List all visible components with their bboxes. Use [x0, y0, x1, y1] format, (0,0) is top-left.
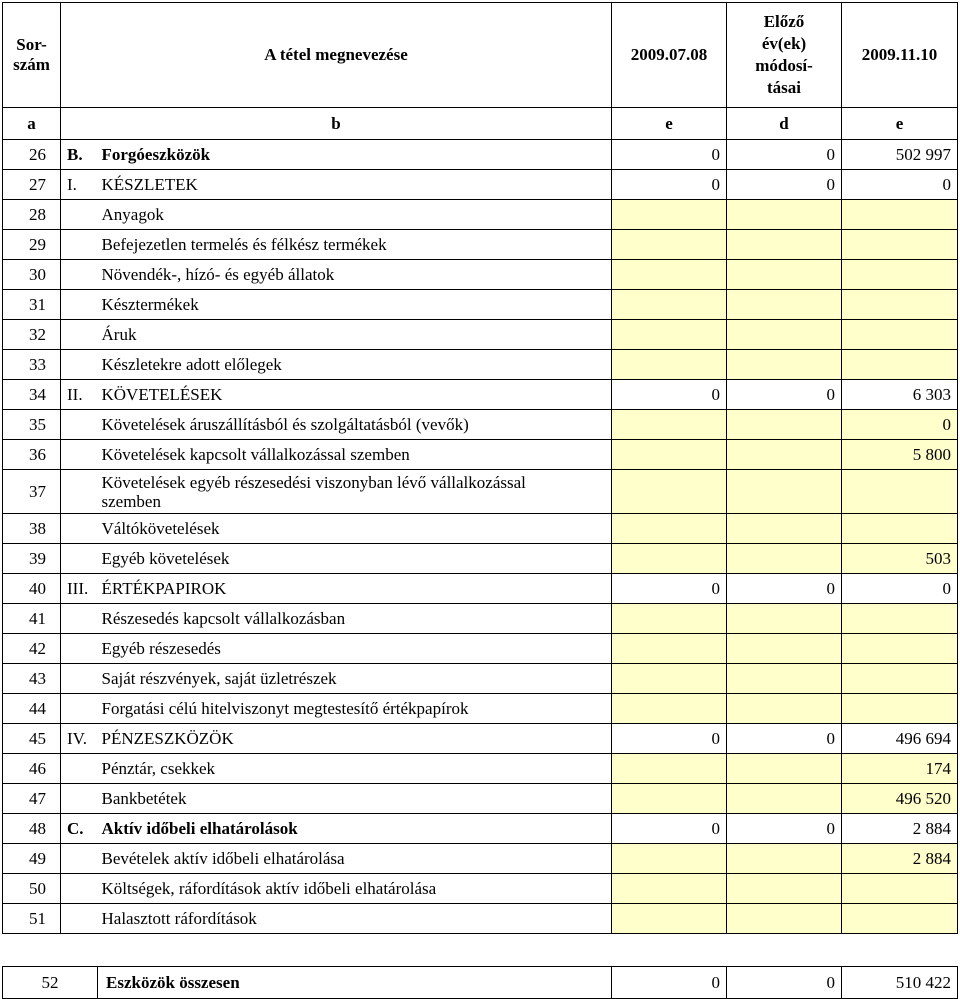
value-cell-date1[interactable]: [612, 230, 727, 260]
letter-d: d: [727, 108, 842, 140]
value-cell-modification[interactable]: [727, 410, 842, 440]
value-cell-date2[interactable]: [842, 604, 958, 634]
row-number: 49: [3, 844, 61, 874]
table-row: [3, 380, 958, 410]
row-item-name: Követelések egyéb részesedési viszonyban lévő vállalkozással szemben: [98, 470, 612, 514]
table-row: [3, 200, 958, 230]
table-row: [3, 350, 958, 380]
row-item-name: Pénztár, csekkek: [98, 754, 612, 784]
value-cell-modification[interactable]: [727, 230, 842, 260]
value-cell-modification: 0: [727, 170, 842, 200]
row-section-code: [61, 844, 98, 874]
value-cell-date1[interactable]: [612, 470, 727, 514]
row-section-code: I.: [61, 170, 98, 200]
table-row: [3, 634, 958, 664]
value-cell-date1[interactable]: [612, 634, 727, 664]
table-row: [3, 410, 958, 440]
value-cell-date1[interactable]: [612, 320, 727, 350]
value-cell-date1[interactable]: [612, 260, 727, 290]
value-cell-modification[interactable]: [727, 694, 842, 724]
row-number: 51: [3, 904, 61, 934]
value-cell-modification[interactable]: [727, 874, 842, 904]
row-number: 42: [3, 634, 61, 664]
table-row: [3, 440, 958, 470]
row-number: 29: [3, 230, 61, 260]
row-item-name: Anyagok: [98, 200, 612, 230]
table-row: [3, 814, 958, 844]
row-number: 38: [3, 514, 61, 544]
header-date2: 2009.11.10: [842, 3, 958, 108]
value-cell-date2[interactable]: [842, 664, 958, 694]
value-cell-date1: 0: [612, 140, 727, 170]
value-cell-modification: 0: [727, 724, 842, 754]
value-cell-date1[interactable]: [612, 664, 727, 694]
row-item-name: Egyéb részesedés: [98, 634, 612, 664]
row-item-name: Áruk: [98, 320, 612, 350]
row-section-code: [61, 874, 98, 904]
row-number: 47: [3, 784, 61, 814]
row-item-name: Készletekre adott előlegek: [98, 350, 612, 380]
row-number: 46: [3, 754, 61, 784]
table-row: [3, 140, 958, 170]
value-cell-date1: 0: [612, 170, 727, 200]
value-cell-date2[interactable]: [842, 874, 958, 904]
value-cell-date1[interactable]: [612, 874, 727, 904]
row-section-code: IV.: [61, 724, 98, 754]
value-cell-modification[interactable]: [727, 604, 842, 634]
table-row: [3, 230, 958, 260]
row-number: 28: [3, 200, 61, 230]
row-number: 44: [3, 694, 61, 724]
total-name: Eszközök összesen: [98, 967, 612, 999]
row-section-code: [61, 664, 98, 694]
value-cell-date2[interactable]: [842, 694, 958, 724]
row-number: 50: [3, 874, 61, 904]
value-cell-date2[interactable]: [842, 290, 958, 320]
total-num: 52: [3, 967, 98, 999]
row-section-code: [61, 350, 98, 380]
value-cell-date2[interactable]: 174: [842, 754, 958, 784]
row-item-name: Saját részvények, saját üzletrészek: [98, 664, 612, 694]
value-cell-modification[interactable]: [727, 320, 842, 350]
row-number: 32: [3, 320, 61, 350]
row-section-code: [61, 694, 98, 724]
table-row: [3, 664, 958, 694]
value-cell-date1[interactable]: [612, 200, 727, 230]
value-cell-date1: 0: [612, 574, 727, 604]
value-cell-date2[interactable]: [842, 470, 958, 514]
row-item-name: Aktív időbeli elhatárolások: [98, 814, 612, 844]
row-section-code: II.: [61, 380, 98, 410]
row-section-code: [61, 754, 98, 784]
header-row: [3, 3, 958, 108]
value-cell-date2[interactable]: [842, 634, 958, 664]
value-cell-date1[interactable]: [612, 694, 727, 724]
letter-c1: e: [612, 108, 727, 140]
row-item-name: Késztermékek: [98, 290, 612, 320]
row-section-code: [61, 200, 98, 230]
value-cell-date1[interactable]: [612, 350, 727, 380]
row-section-code: [61, 260, 98, 290]
letter-c2: e: [842, 108, 958, 140]
table-row: [3, 754, 958, 784]
row-item-name: Költségek, ráfordítások aktív időbeli elhatárolása: [98, 874, 612, 904]
table-row: [3, 260, 958, 290]
row-number: 36: [3, 440, 61, 470]
table-row: [3, 904, 958, 934]
table-row: [3, 470, 958, 514]
value-cell-date2[interactable]: [842, 200, 958, 230]
row-number: 48: [3, 814, 61, 844]
row-item-name: Befejezetlen termelés és félkész termékek: [98, 230, 612, 260]
row-number: 33: [3, 350, 61, 380]
value-cell-modification[interactable]: [727, 844, 842, 874]
value-cell-date2: 0: [842, 574, 958, 604]
row-number: 45: [3, 724, 61, 754]
row-item-name: Követelések áruszállításból és szolgáltatásból (vevők): [98, 410, 612, 440]
row-section-code: C.: [61, 814, 98, 844]
value-cell-date2[interactable]: 2 884: [842, 844, 958, 874]
row-item-name: Egyéb követelések: [98, 544, 612, 574]
value-cell-modification[interactable]: [727, 754, 842, 784]
row-number: 26: [3, 140, 61, 170]
row-section-code: [61, 784, 98, 814]
letter-b: b: [61, 108, 612, 140]
value-cell-date2: 502 997: [842, 140, 958, 170]
header-megnevezes: A tétel megnevezése: [61, 3, 612, 108]
row-item-name: Forgatási célú hitelviszonyt megtestesítő értékpapírok: [98, 694, 612, 724]
row-section-code: [61, 634, 98, 664]
balance-sheet-table: [2, 2, 958, 934]
row-item-name: Növendék-, hízó- és egyéb állatok: [98, 260, 612, 290]
total-v3: 510 422: [842, 967, 958, 999]
row-section-code: [61, 514, 98, 544]
row-section-code: [61, 904, 98, 934]
row-item-name: PÉNZESZKÖZÖK: [98, 724, 612, 754]
value-cell-modification[interactable]: [727, 514, 842, 544]
value-cell-date1[interactable]: [612, 514, 727, 544]
row-section-code: [61, 544, 98, 574]
value-cell-date2[interactable]: [842, 230, 958, 260]
value-cell-modification[interactable]: [727, 634, 842, 664]
row-section-code: B.: [61, 140, 98, 170]
value-cell-date1[interactable]: [612, 784, 727, 814]
row-section-code: III.: [61, 574, 98, 604]
table-row: [3, 694, 958, 724]
table-row: [3, 320, 958, 350]
value-cell-date2[interactable]: [842, 320, 958, 350]
row-number: 41: [3, 604, 61, 634]
table-row: [3, 844, 958, 874]
value-cell-date2[interactable]: [842, 904, 958, 934]
value-cell-date1: 0: [612, 724, 727, 754]
value-cell-date2: 6 303: [842, 380, 958, 410]
value-cell-date2[interactable]: 0: [842, 410, 958, 440]
value-cell-date2: 2 884: [842, 814, 958, 844]
row-number: 31: [3, 290, 61, 320]
total-row: [3, 967, 958, 999]
value-cell-date2[interactable]: [842, 350, 958, 380]
row-number: 40: [3, 574, 61, 604]
table-row: [3, 784, 958, 814]
row-section-code: [61, 230, 98, 260]
value-cell-date2[interactable]: 496 520: [842, 784, 958, 814]
letter-a: a: [3, 108, 61, 140]
value-cell-modification[interactable]: [727, 784, 842, 814]
row-number: 35: [3, 410, 61, 440]
table-row: [3, 574, 958, 604]
row-item-name: Követelések kapcsolt vállalkozással szemben: [98, 440, 612, 470]
value-cell-date2[interactable]: 5 800: [842, 440, 958, 470]
value-cell-date2: 0: [842, 170, 958, 200]
header-elozo: Előző év(ek) módosí- tásai: [727, 3, 842, 108]
value-cell-modification: 0: [727, 574, 842, 604]
row-item-name: Halasztott ráfordítások: [98, 904, 612, 934]
row-item-name: Váltókövetelések: [98, 514, 612, 544]
value-cell-modification: 0: [727, 140, 842, 170]
row-section-code: [61, 440, 98, 470]
row-item-name: Bankbetétek: [98, 784, 612, 814]
value-cell-modification[interactable]: [727, 350, 842, 380]
value-cell-date1[interactable]: [612, 604, 727, 634]
table-row: [3, 170, 958, 200]
row-item-name: ÉRTÉKPAPIROK: [98, 574, 612, 604]
value-cell-modification[interactable]: [727, 664, 842, 694]
table-row: [3, 874, 958, 904]
row-number: 39: [3, 544, 61, 574]
value-cell-date2[interactable]: 503: [842, 544, 958, 574]
row-section-code: [61, 320, 98, 350]
value-cell-modification[interactable]: [727, 290, 842, 320]
value-cell-modification[interactable]: [727, 260, 842, 290]
value-cell-date1[interactable]: [612, 410, 727, 440]
row-item-name: KÉSZLETEK: [98, 170, 612, 200]
row-item-name: Részesedés kapcsolt vállalkozásban: [98, 604, 612, 634]
column-letter-row: [3, 108, 958, 140]
row-section-code: [61, 410, 98, 440]
row-item-name: Forgóeszközök: [98, 140, 612, 170]
table-row: [3, 290, 958, 320]
value-cell-date1[interactable]: [612, 440, 727, 470]
row-item-name: Bevételek aktív időbeli elhatárolása: [98, 844, 612, 874]
value-cell-date1[interactable]: [612, 754, 727, 784]
value-cell-modification[interactable]: [727, 200, 842, 230]
header-sorszam: Sor- szám: [3, 3, 61, 108]
row-section-code: [61, 290, 98, 320]
value-cell-modification[interactable]: [727, 470, 842, 514]
row-number: 34: [3, 380, 61, 410]
table-row: [3, 514, 958, 544]
value-cell-modification[interactable]: [727, 544, 842, 574]
row-number: 27: [3, 170, 61, 200]
header-date1: 2009.07.08: [612, 3, 727, 108]
value-cell-date2: 496 694: [842, 724, 958, 754]
row-number: 37: [3, 470, 61, 514]
value-cell-date1[interactable]: [612, 844, 727, 874]
value-cell-date1: 0: [612, 380, 727, 410]
table-row: [3, 544, 958, 574]
table-row: [3, 604, 958, 634]
value-cell-date1[interactable]: [612, 544, 727, 574]
table-row: [3, 724, 958, 754]
total-table: [2, 966, 958, 999]
value-cell-date1: 0: [612, 814, 727, 844]
row-item-name: KÖVETELÉSEK: [98, 380, 612, 410]
value-cell-modification[interactable]: [727, 904, 842, 934]
value-cell-date2[interactable]: [842, 514, 958, 544]
value-cell-date1[interactable]: [612, 904, 727, 934]
total-v1: 0: [612, 967, 727, 999]
row-number: 43: [3, 664, 61, 694]
value-cell-modification: 0: [727, 380, 842, 410]
value-cell-date2[interactable]: [842, 260, 958, 290]
value-cell-modification[interactable]: [727, 440, 842, 470]
value-cell-date1[interactable]: [612, 290, 727, 320]
value-cell-modification: 0: [727, 814, 842, 844]
total-v2: 0: [727, 967, 842, 999]
row-section-code: [61, 470, 98, 514]
row-section-code: [61, 604, 98, 634]
row-number: 30: [3, 260, 61, 290]
